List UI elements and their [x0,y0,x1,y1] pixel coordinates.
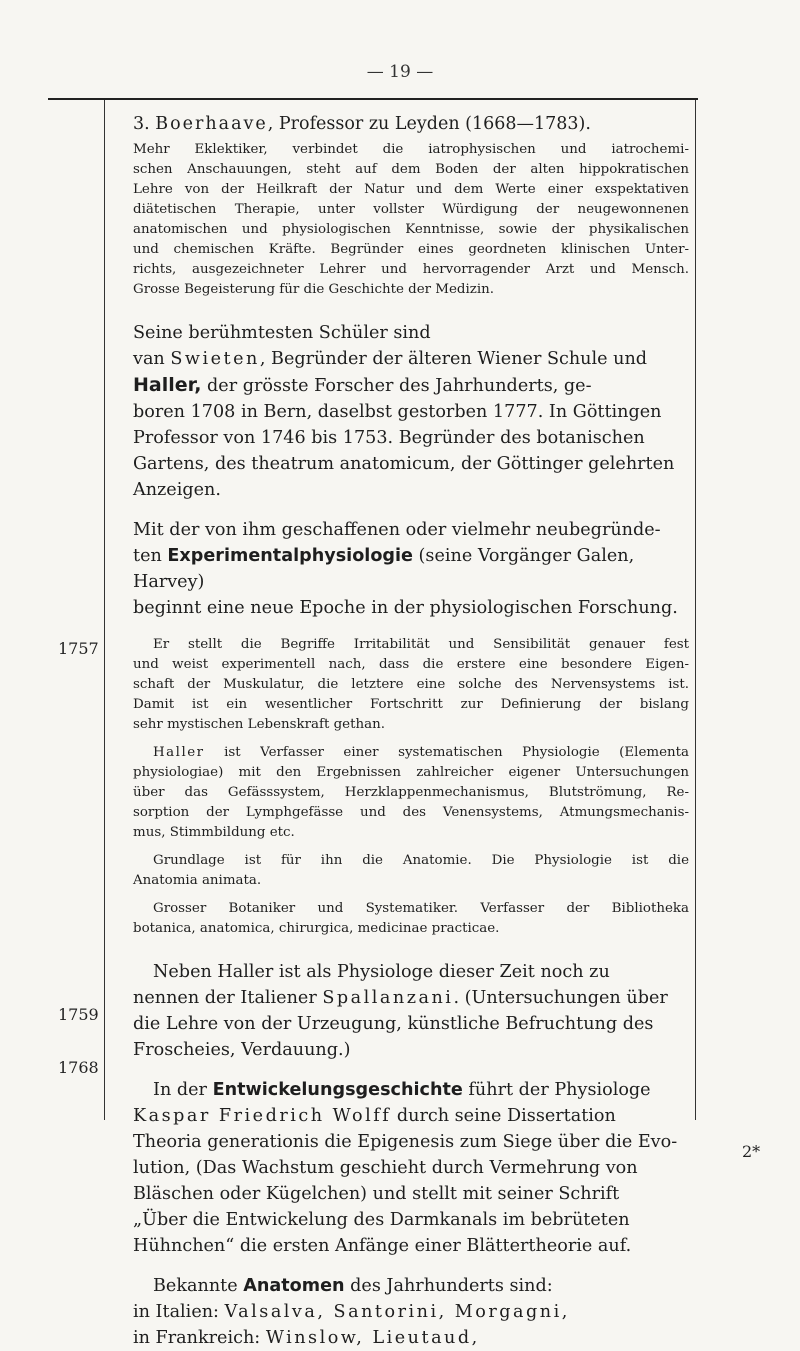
text-line [133,1299,689,1325]
botanist-paragraph [113,899,689,939]
text-span: . (Untersuchungen über [453,988,668,1008]
names-italy: Valsalva, Santorini, Morgagni, [224,1302,570,1322]
experimental-paragraph [113,517,689,621]
text-line [133,1077,689,1103]
margin-year-1768: 1768 [58,1058,99,1077]
text-span: durch seine Dissertation [391,1106,616,1126]
text-line: Mit der von ihm geschaffenen oder vielmehr neubegründe- [133,520,661,540]
text-span: van [133,349,171,369]
margin-year-1757: 1757 [58,639,99,658]
page-content [113,112,689,1351]
text-line [133,1273,689,1299]
text-line: über das Gefässsystem, Herzklappenmechanismus, Blutströmung, Re- [133,785,689,800]
term-anatomen: Anatomen [243,1276,345,1296]
text-line: sorption der Lymphgefässe und des Venensystems, Atmungsmechanis- [133,805,689,820]
anatomists-paragraph [113,1273,689,1351]
text-line: Damit ist ein wesentlicher Fortschritt zur Definierung der bislang [133,697,689,712]
text-span: Bekannte [153,1276,244,1296]
text-line: die Lehre von der Urzeugung, künstliche Befruchtung des [133,1014,654,1034]
text-span: In der [153,1080,213,1100]
text-line: Grosse Begeisterung für die Geschichte der Medizin. [133,282,495,297]
text-span: ist Verfasser einer systematischen Physiologie (Elementa [204,745,689,760]
name-swieten: Swieten [170,349,260,369]
heading-number: 3. [133,114,150,134]
label-italy: in Italien: [133,1302,225,1322]
text-line: schaft der Muskulatur, die letztere eine solche des Nervensystems ist. [133,677,689,692]
name-haller: Haller, [133,374,202,396]
students-heading: Seine berühmtesten Schüler sind [133,323,431,343]
students-paragraph [113,320,689,503]
term-experimentalphysiologie: Experimentalphysiologie [167,546,413,566]
text-line: „Über die Entwickelung des Darmkanals im bebrüteten [133,1210,630,1230]
text-line: anatomischen und physiologischen Kenntnisse, sowie der physikalischen [133,222,689,237]
wolff-paragraph [113,1077,689,1259]
text-line: richts, ausgezeichneter Lehrer und hervorragender Arzt und Mensch. [133,262,689,277]
text-span: des Jahrhunderts sind: [344,1276,553,1296]
text-line: schen Anschauungen, steht auf dem Boden der alten hippokratischen [133,162,689,177]
text-line: Froscheies, Verdauung.) [133,1040,351,1060]
margin-rule-left [104,100,105,1120]
text-span: (seine Vorgänger Galen, Harvey) [133,546,635,592]
text-line [133,1325,689,1351]
name-haller: Haller [153,745,205,760]
text-line: und weist experimentell nach, dass die erstere eine besondere Eigen- [133,657,689,672]
text-line: Gartens, des theatrum anatomicum, der Göttinger gelehrten [133,454,675,474]
text-line: boren 1708 in Bern, daselbst gestorben 1777. In Göttingen [133,402,662,422]
text-line [133,543,689,595]
text-line [133,985,689,1011]
text-line: Theoria generationis die Epigenesis zum Siege über die Evo- [133,1132,678,1152]
text-line: Anatomia animata. [133,873,262,888]
margin-rule-right [695,100,696,1120]
text-line [133,1103,689,1129]
text-line: Grosser Botaniker und Systematiker. Verfasser der Bibliotheka [153,901,689,916]
intro-paragraph [113,140,689,300]
text-line: Grundlage ist für ihn die Anatomie. Die Physiologie ist die [153,853,689,868]
top-rule [48,98,698,100]
haller-line [133,372,689,399]
text-span: nennen der Italiener [133,988,323,1008]
text-span: ten [133,546,168,566]
text-line: Lehre von der Heilkraft der Natur und dem Werte einer exspektativen [133,182,689,197]
section-heading [113,112,689,136]
spallanzani-paragraph [113,959,689,1063]
term-entwickelungsgeschichte: Entwickelungsgeschichte [212,1080,463,1100]
text-line: Neben Haller ist als Physiologe dieser Zeit noch zu [153,962,610,982]
text-line: Hühnchen“ die ersten Anfänge einer Blättertheorie auf. [133,1236,632,1256]
text-line: botanica, anatomica, chirurgica, medicinae practicae. [133,921,500,936]
anatomy-paragraph [113,851,689,891]
text-line [133,743,689,763]
text-line: mus, Stimmbildung etc. [133,825,295,840]
elementa-paragraph [113,743,689,843]
irritability-paragraph [113,635,689,735]
label-france: in Frankreich: [133,1328,266,1348]
names-france: Winslow, Lieutaud, [265,1328,480,1348]
text-line: lution, (Das Wachstum geschieht durch Vermehrung von [133,1158,638,1178]
text-line: diätetischen Therapie, unter vollster Würdigung der neugewonnenen [133,202,689,217]
text-line: beginnt eine neue Epoche in der physiologischen Forschung. [133,598,678,618]
text-line: Bläschen oder Kügelchen) und stellt mit seiner Schrift [133,1184,620,1204]
signature-mark: 2* [742,1142,761,1161]
page-number: — 19 — [366,62,434,82]
text-span: der grösste Forscher des Jahrhunderts, ge- [201,376,592,396]
heading-name: Boerhaave [155,114,268,134]
margin-year-1759: 1759 [58,1005,99,1024]
text-line: Mehr Eklektiker, verbindet die iatrophysischen und iatrochemi- [133,142,689,157]
text-line: Er stellt die Begriffe Irritabilität und Sensibilität genauer fest [153,637,689,652]
heading-rest: , Professor zu Leyden (1668—1783). [267,114,591,134]
text-line: sehr mystischen Lebenskraft gethan. [133,717,385,732]
name-wolff: Kaspar Friedrich Wolff [133,1106,392,1126]
text-line: Anzeigen. [133,480,221,500]
swieten-line [133,346,689,372]
name-spallanzani: Spallanzani [322,988,454,1008]
text-line: Professor von 1746 bis 1753. Begründer des botanischen [133,428,645,448]
text-line: physiologiae) mit den Ergebnissen zahlreicher eigener Untersuchungen [133,765,689,780]
text-span: führt der Physiologe [462,1080,651,1100]
text-line: und chemischen Kräfte. Begründer eines geordneten klinischen Unter- [133,242,689,257]
text-span: , Begründer der älteren Wiener Schule und [259,349,648,369]
